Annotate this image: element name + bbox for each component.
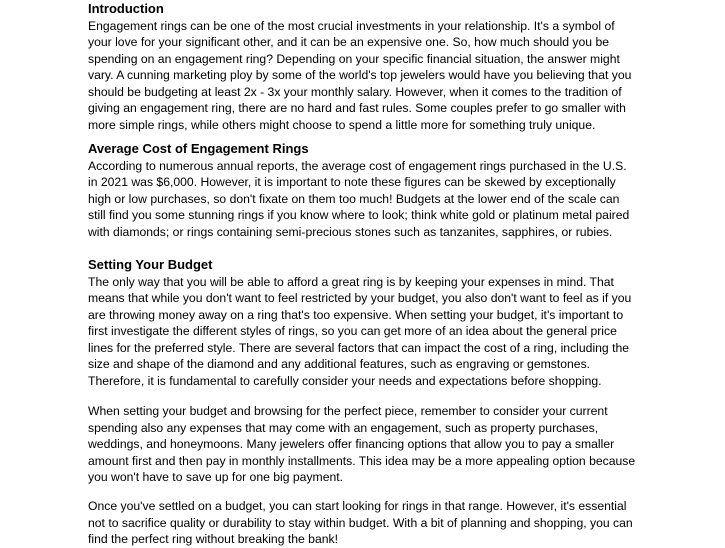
text-line: When setting your budget and browsing for the perfect piece, remember to consider your current <box>88 404 608 418</box>
text-line: amount first and then pay in monthly installments. This idea may be a more appealing option because <box>88 453 636 468</box>
text-line: The only way that you will be able to afford a great ring is by keeping your expenses in mind. That <box>88 274 614 289</box>
text-line: lines for the preferred style. There are several factors that can impact the cost of a ring, including the <box>88 340 630 355</box>
text-line: your love for your significant other, and it can be an expensive one. So, how much should you be <box>88 35 609 49</box>
text-line: should be budgeting at least 2x - 3x your monthly salary. However, when it comes to the tradition of <box>88 84 622 99</box>
text-line: means that while you don't want to feel restricted by your budget, you also don't want to feel as if you <box>88 291 632 305</box>
heading-average-cost: Average Cost of Engagement Rings <box>88 141 309 156</box>
text-line: giving an engagement ring, there are no hard and fast rules. Some couples prefer to go smaller with <box>88 101 626 115</box>
paragraph-setting-budget-3 <box>88 498 633 548</box>
section-introduction <box>88 1 631 133</box>
text-line: still find you some stunning rings if you know where to look; think white gold or platinum metal paired <box>88 208 630 222</box>
text-line: not to sacrifice quality or durability to stay within budget. With a bit of planning and shopping, you can <box>88 515 633 530</box>
text-line: weddings, and honeymoons. Many jewelers offer financing options that allow you to pay a smaller <box>88 437 615 451</box>
text-line: first investigate the different styles of rings, so you can get more of an idea about the general price <box>88 324 617 338</box>
section-setting-budget <box>88 257 631 389</box>
heading-introduction: Introduction <box>88 1 164 16</box>
text-line: in 2021 was $6,000. However, it is important to note these figures can be skewed by exceptionally <box>88 175 616 189</box>
heading-setting-budget: Setting Your Budget <box>88 257 213 272</box>
text-line: spending also any expenses that may come with an engagement, such as property purchases, <box>88 420 599 435</box>
text-line: According to numerous annual reports, the average cost of engagement rings purchased in the U.S. <box>88 158 627 173</box>
paragraph-setting-budget-2 <box>88 403 635 486</box>
text-line: Once you've settled on a budget, you can start looking for rings in that range. However, it's essential <box>88 499 627 513</box>
text-line: with diamonds; or rings containing semi-precious stones such as tanzanites, sapphires, or rubies. <box>88 224 613 239</box>
paragraph-setting-budget-1 <box>88 274 631 390</box>
text-line: high or low purchases, so don't fixate on them too much! Budgets at the lower end of the scale can <box>88 191 620 206</box>
paragraph-introduction <box>88 18 631 134</box>
text-line: spending on an engagement ring? Depending on your specific financial situation, the answer might <box>88 51 620 66</box>
text-line: vary. A cunning marketing ploy by some of the world's top jewelers would have you believing that you <box>88 68 632 82</box>
text-line: more simple rings, while others might choose to spend a little more for something truly unique. <box>88 117 596 132</box>
text-line: are throwing money away on a ring that's too expensive. When setting your budget, it's important to <box>88 307 624 322</box>
paragraph-average-cost <box>88 158 629 241</box>
text-line: Engagement rings can be one of the most crucial investments in your relationship. It's a symbol of <box>88 18 615 33</box>
section-average-cost <box>88 141 629 240</box>
text-line: Therefore, it is fundamental to carefully consider your needs and expectations before shopping. <box>88 373 602 388</box>
text-line: find the perfect ring without breaking the bank! <box>88 532 338 546</box>
text-line: you won't have to save up for one big payment. <box>88 470 344 484</box>
text-line: size and shape of the diamond and any additional features, such as engraving or gemstones. <box>88 357 591 371</box>
